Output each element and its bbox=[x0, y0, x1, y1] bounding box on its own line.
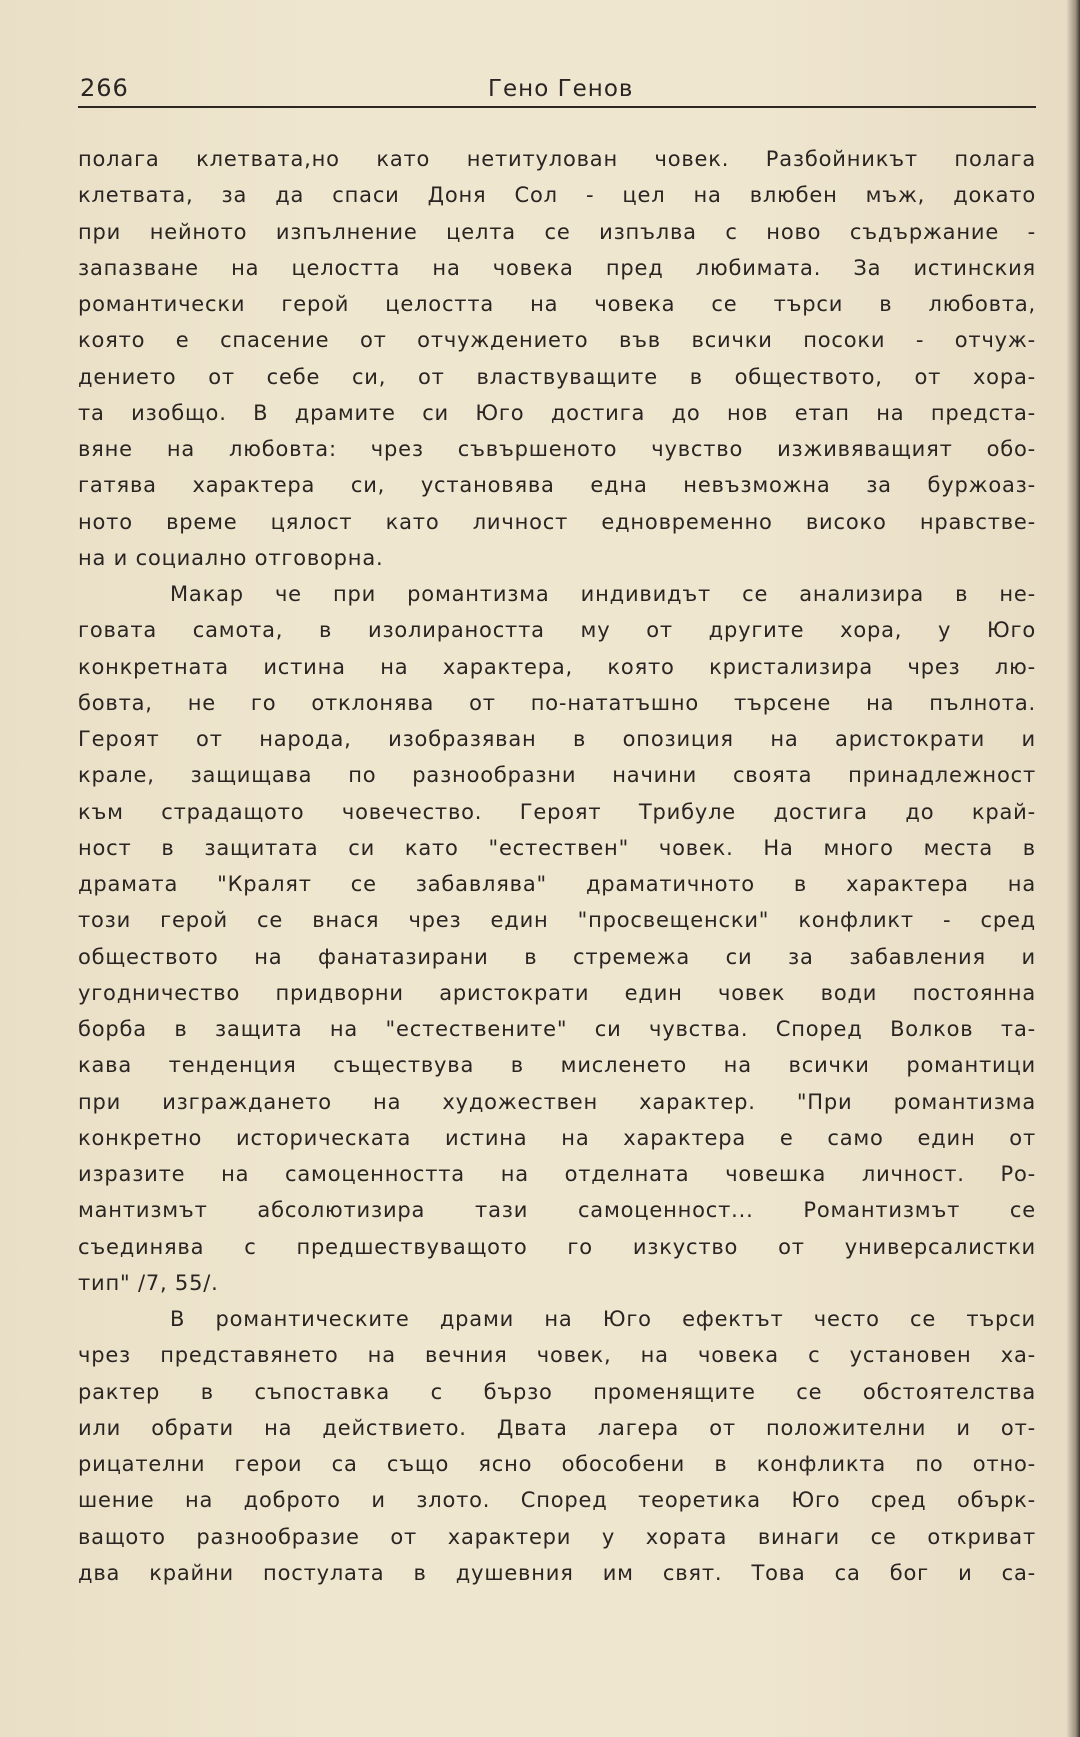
page-header bbox=[78, 72, 1036, 108]
text-line: мантизмът абсолютизира тази самоценност... Романтизмът се bbox=[78, 1198, 1036, 1223]
text-line: два крайни постулата в душевния им свят. Това са бог и са- bbox=[78, 1560, 1036, 1585]
text-line: обществото на фанатазирани в стремежа си за забавления и bbox=[78, 944, 1036, 969]
text-line: вяне на любовта: чрез съвършеното чувство изживяващият обо- bbox=[78, 437, 1036, 461]
text-line: конкретно историческата истина на характера е само един от bbox=[78, 1125, 1036, 1150]
page-edge-shadow bbox=[1066, 0, 1080, 1737]
text-line: ното време цялост като личност едновременно високо нравстве- bbox=[78, 509, 1036, 534]
text-line: полага клетвата,но като нетитулован човек. Разбойникът полага bbox=[78, 147, 1036, 171]
text-line: на и социално отговорна. bbox=[78, 545, 384, 570]
text-line: при изграждането на художествен характер. "При романтизма bbox=[78, 1089, 1036, 1114]
text-line: драмата "Кралят се забавлява" драматичното в характера на bbox=[78, 872, 1036, 896]
text-line: този герой се внася чрез един "просвещенски" конфликт - сред bbox=[78, 908, 1036, 933]
text-line: угодничество придворни аристократи един човек води постоянна bbox=[78, 980, 1036, 1005]
page-number: 266 bbox=[80, 74, 129, 102]
text-line: клетвата, за да спаси Доня Сол - цел на влюбен мъж, докато bbox=[78, 183, 1036, 208]
text-line: крале, защищава по разнообразни начини своята принадлежност bbox=[78, 763, 1036, 788]
text-line: борба в защита на "естествените" си чувства. Според Волков та- bbox=[78, 1017, 1036, 1041]
text-line: дението от себе си, от властвуващите в обществото, от хора- bbox=[78, 364, 1036, 389]
text-line: ващото разнообразие от характери у хората винаги се откриват bbox=[78, 1524, 1036, 1549]
text-line: Героят от народа, изобразяван в опозиция на аристократи и bbox=[78, 727, 1036, 751]
text-line: гатява характера си, установява една невъзможна за буржоаз- bbox=[78, 473, 1036, 498]
body-text bbox=[78, 141, 1036, 1591]
text-line: та изобщо. В драмите си Юго достига до нов етап на предста- bbox=[78, 400, 1036, 425]
text-line: кава тенденция съществува в мисленето на всички романтици bbox=[78, 1053, 1036, 1078]
text-line: романтически герой целостта на човека се търси в любовта, bbox=[78, 292, 1036, 316]
text-line: конкретната истина на характера, която кристализира чрез лю- bbox=[78, 654, 1036, 679]
text-line: Макар че при романтизма индивидът се анализира в не- bbox=[170, 582, 1036, 606]
text-line: тип" /7, 55/. bbox=[78, 1270, 219, 1295]
text-line: или обрати на действието. Двата лагера от положителни и от- bbox=[78, 1415, 1036, 1440]
text-line: изразите на самоценността на отделната човешка личност. Ро- bbox=[78, 1162, 1036, 1186]
text-line: В романтическите драми на Юго ефектът често се търси bbox=[170, 1307, 1036, 1331]
text-line: ност в защитата си като "естествен" човек. На много места в bbox=[78, 835, 1036, 860]
running-title: Гено Генов bbox=[488, 76, 634, 102]
text-line: запазване на целостта на човека пред любимата. За истинския bbox=[78, 255, 1036, 280]
text-line: съединява с предшествуващото го изкуство от универсалистки bbox=[78, 1234, 1036, 1259]
text-line: която е спасение от отчуждението във всички посоки - отчуж- bbox=[78, 328, 1036, 353]
text-line: рактер в съпоставка с бързо променящите се обстоятелства bbox=[78, 1379, 1036, 1404]
text-line: говата самота, в изолираността му от другите хора, у Юго bbox=[78, 618, 1036, 643]
text-line: към страдащото човечество. Героят Трибуле достига до край- bbox=[78, 799, 1036, 824]
text-line: бовта, не го отклонява от по-нататъшно търсене на пълнота. bbox=[78, 690, 1036, 715]
text-line: при нейното изпълнение целта се изпълва с ново съдържание - bbox=[78, 219, 1036, 244]
text-line: шение на доброто и злото. Според теоретика Юго сред обърк- bbox=[78, 1488, 1036, 1513]
text-line: чрез представянето на вечния човек, на човека с установен ха- bbox=[78, 1343, 1036, 1368]
text-line: рицателни герои са също ясно обособени в конфликта по отно- bbox=[78, 1452, 1036, 1476]
